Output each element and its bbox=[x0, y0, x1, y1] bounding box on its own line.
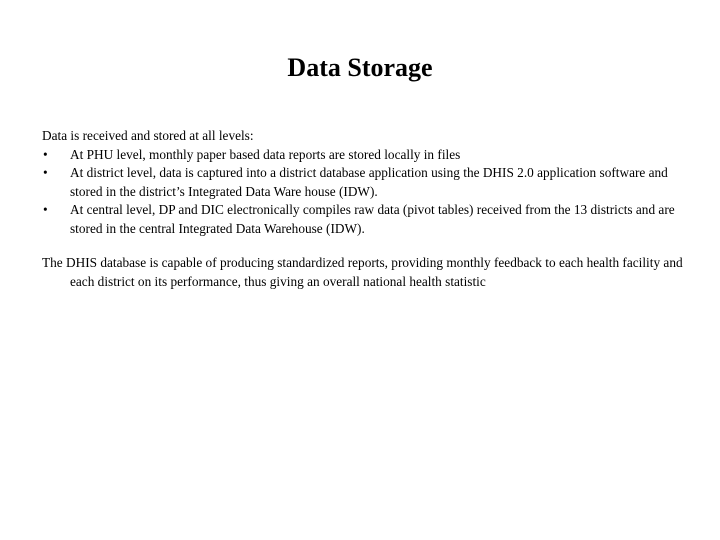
bullet-text: At district level, data is captured into a district database application using the DHIS 2.0 application software and stored in the district’s Integrated Data Ware house (IDW). bbox=[70, 165, 668, 199]
bullet-list bbox=[42, 146, 692, 239]
slide-body bbox=[42, 127, 692, 291]
bullet-item bbox=[42, 201, 692, 238]
bullet-text: At central level, DP and DIC electronically compiles raw data (pivot tables) received from the 13 districts and are stored in the central Integrated Data Warehouse (IDW). bbox=[70, 202, 675, 236]
intro-text: Data is received and stored at all levels: bbox=[42, 128, 254, 143]
bullet-text: At PHU level, monthly paper based data reports are stored locally in files bbox=[70, 146, 461, 162]
slide-title: Data Storage bbox=[287, 53, 433, 82]
bullet-icon: • bbox=[43, 165, 48, 180]
bullet-icon: • bbox=[43, 146, 48, 162]
summary-paragraph: The DHIS database is capable of producing standardized reports, providing monthly feedback to each health facility and each district on its performance, thus giving an overall national health statistic bbox=[42, 255, 683, 289]
bullet-item bbox=[42, 146, 692, 165]
bullet-item bbox=[42, 164, 692, 201]
bullet-icon: • bbox=[43, 202, 48, 217]
